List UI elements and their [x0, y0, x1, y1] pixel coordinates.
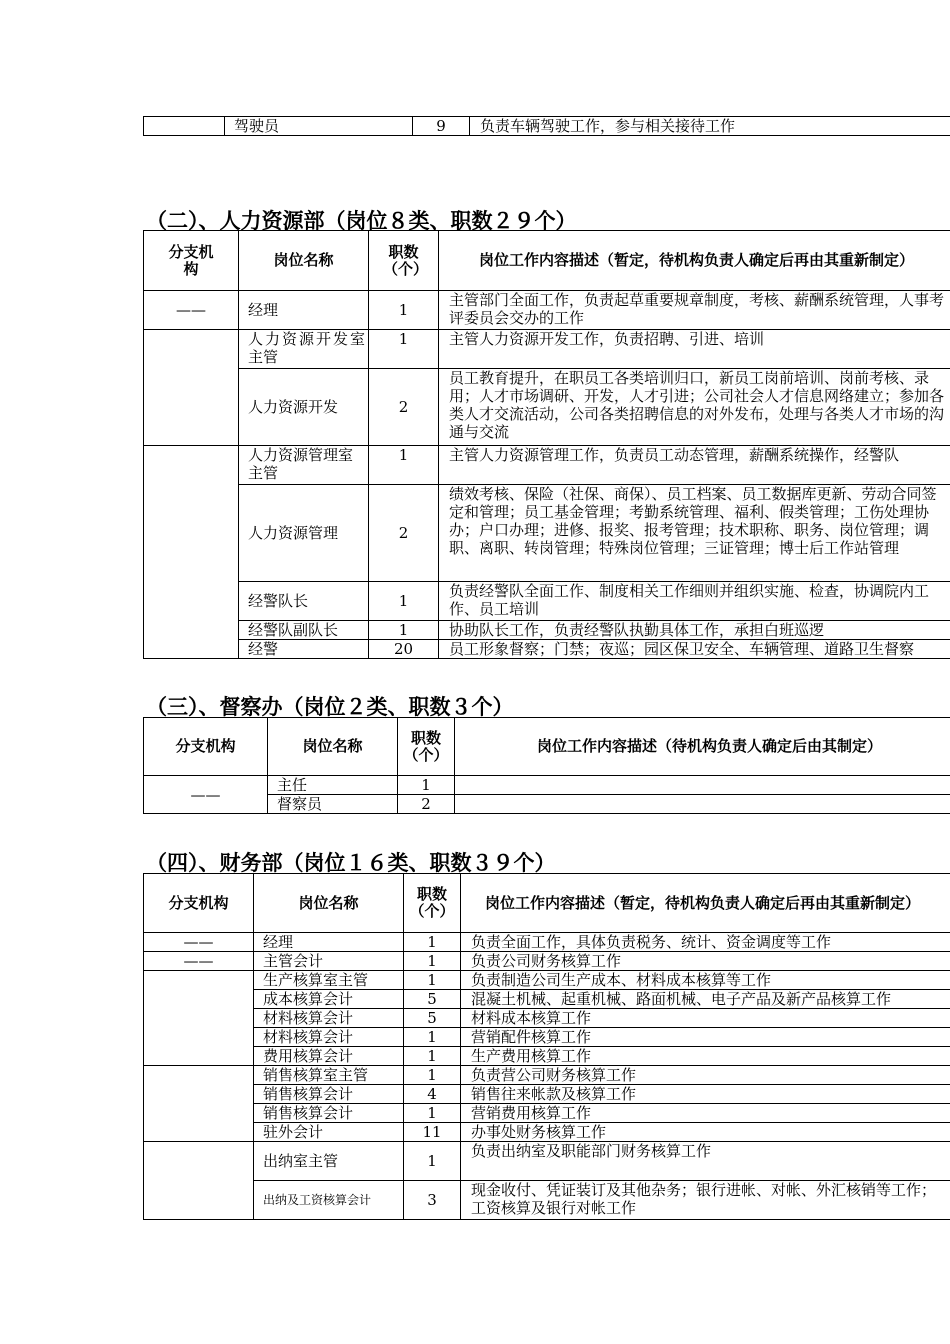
table-row: [144, 369, 950, 446]
branch-cell: [144, 1066, 254, 1142]
post-cell: 销售核算会计: [254, 1085, 404, 1104]
post-cell: 材料核算会计: [254, 1009, 404, 1028]
post-cell: 销售核算室主管: [254, 1066, 404, 1085]
branch-cell: ——: [144, 291, 239, 330]
table-row: [144, 990, 950, 1009]
post-cell: 经理: [254, 933, 404, 952]
branch-cell: [144, 971, 254, 1066]
header-desc: 岗位工作内容描述（暂定，待机构负责人确定后再由其重新制定）: [439, 231, 950, 291]
desc-cell: 协助队长工作，负责经警队执勤具体工作，承担白班巡逻: [439, 621, 950, 640]
desc-cell: 材料成本核算工作: [461, 1009, 950, 1028]
table-row: [144, 933, 950, 952]
count-cell: 2: [369, 369, 439, 446]
count-cell: 1: [404, 1047, 461, 1066]
section-title-supervision: （三）、督察办（岗位２类、职数３个）: [146, 695, 514, 719]
desc-cell: 主管部门全面工作，负责起草重要规章制度，考核、薪酬系统管理，人事考评委员会交办的工作: [439, 291, 950, 330]
table-row: [144, 1104, 950, 1123]
count-cell: 2: [398, 795, 455, 814]
post-cell: 驾驶员: [225, 117, 413, 136]
table-row: [144, 621, 950, 640]
desc-cell: 负责经警队全面工作、制度相关工作细则并组织实施、检查，协调院内工作、员工培训: [439, 582, 950, 621]
count-cell: 5: [404, 990, 461, 1009]
count-cell: 11: [404, 1123, 461, 1142]
header-branch: 分支机构: [144, 718, 268, 776]
desc-cell: 主管人力资源管理工作，负责员工动态管理，薪酬系统操作，经警队: [439, 446, 950, 485]
desc-cell: 负责全面工作，具体负责税务、统计、资金调度等工作: [461, 933, 950, 952]
count-cell: 1: [404, 952, 461, 971]
table-row: [144, 117, 950, 136]
table-header-row: [144, 874, 950, 933]
count-cell: 1: [369, 291, 439, 330]
post-cell: 销售核算会计: [254, 1104, 404, 1123]
section-title-hr: （二）、人力资源部（岗位８类、职数２９个）: [146, 209, 577, 233]
desc-cell: 绩效考核、保险（社保、商保）、员工档案、员工数据库更新、劳动合同签定和管理；员工基金管理；考勤系统管理、福利、假类管理；工伤处理协办；户口办理；进修、报奖、报考管理；技术职称、职务、岗位管理；调职、离职、转岗管理；特殊岗位管理；三证管理；博士后工作站管理: [439, 485, 950, 582]
post-cell: 主管会计: [254, 952, 404, 971]
count-cell: 9: [413, 117, 470, 136]
desc-cell: 销售往来帐款及核算工作: [461, 1085, 950, 1104]
post-cell: 出纳及工资核算会计: [254, 1181, 404, 1220]
branch-cell: ——: [144, 776, 268, 814]
count-cell: 2: [369, 485, 439, 582]
table-header-row: [144, 718, 950, 776]
desc-cell: [455, 776, 950, 795]
branch-cell: ——: [144, 933, 254, 952]
post-cell: 主任: [268, 776, 398, 795]
desc-cell: 营销配件核算工作: [461, 1028, 950, 1047]
desc-cell: 混凝土机械、起重机械、路面机械、电子产品及新产品核算工作: [461, 990, 950, 1009]
post-cell: 人力资源开发: [239, 369, 369, 446]
branch-cell: [144, 117, 225, 136]
desc-cell: 现金收付、凭证装订及其他杂务；银行进帐、对帐、外汇核销等工作；工资核算及银行对帐工作: [461, 1181, 950, 1220]
branch-cell: [144, 446, 239, 659]
header-desc: 岗位工作内容描述（暂定，待机构负责人确定后再由其重新制定）: [461, 874, 950, 933]
post-cell: 驻外会计: [254, 1123, 404, 1142]
count-cell: 5: [404, 1009, 461, 1028]
post-cell: 人力资源开发室主管: [239, 330, 369, 369]
post-cell: 经警队长: [239, 582, 369, 621]
post-cell: 出纳室主管: [254, 1142, 404, 1181]
table-row: [144, 1085, 950, 1104]
desc-cell: 负责制造公司生产成本、材料成本核算等工作: [461, 971, 950, 990]
table-row: [144, 776, 950, 795]
count-cell: 3: [404, 1181, 461, 1220]
post-cell: 督察员: [268, 795, 398, 814]
hr-table: [143, 230, 950, 659]
desc-cell: 负责车辆驾驶工作，参与相关接待工作: [470, 117, 950, 136]
top-table: [143, 116, 950, 136]
table-row: [144, 952, 950, 971]
desc-cell: 营销费用核算工作: [461, 1104, 950, 1123]
finance-table: [143, 873, 950, 1220]
desc-cell: 负责营公司财务核算工作: [461, 1066, 950, 1085]
desc-cell: 办事处财务核算工作: [461, 1123, 950, 1142]
table-row: [144, 1009, 950, 1028]
post-cell: 材料核算会计: [254, 1028, 404, 1047]
post-cell: 费用核算会计: [254, 1047, 404, 1066]
table-row: [144, 291, 950, 330]
header-desc: 岗位工作内容描述（待机构负责人确定后由其制定）: [455, 718, 950, 776]
header-branch: 分支机构: [144, 874, 254, 933]
count-cell: 1: [369, 446, 439, 485]
desc-cell: 员工教育提升，在职员工各类培训归口，新员工岗前培训、岗前考核、录用；人才市场调研、开发，人才引进；公司社会人才信息网络建立；参加各类人才交流活动，公司各类招聘信息的对外发布，处理与各类人才市场的沟通与交流: [439, 369, 950, 446]
post-cell: 成本核算会计: [254, 990, 404, 1009]
header-branch: 分支机构: [144, 231, 239, 291]
count-cell: 1: [369, 621, 439, 640]
branch-cell: [144, 330, 239, 446]
table-row: [144, 1142, 950, 1181]
section-title-finance: （四）、财务部（岗位１６类、职数３９个）: [146, 851, 556, 875]
table-row: [144, 1047, 950, 1066]
table-row: [144, 330, 950, 369]
table-row: [144, 446, 950, 485]
desc-cell: 生产费用核算工作: [461, 1047, 950, 1066]
table-row: [144, 1066, 950, 1085]
header-count: 职数（个）: [398, 718, 455, 776]
table-row: [144, 1181, 950, 1220]
table-row: [144, 971, 950, 990]
count-cell: 1: [404, 971, 461, 990]
count-cell: 1: [404, 1142, 461, 1181]
count-cell: 1: [398, 776, 455, 795]
count-cell: 20: [369, 640, 439, 659]
header-post: 岗位名称: [239, 231, 369, 291]
header-count: 职数（个）: [369, 231, 439, 291]
desc-cell: [455, 795, 950, 814]
count-cell: 1: [404, 1028, 461, 1047]
table-row: [144, 582, 950, 621]
desc-cell: 负责公司财务核算工作: [461, 952, 950, 971]
count-cell: 1: [404, 1104, 461, 1123]
count-cell: 1: [404, 1066, 461, 1085]
post-cell: 生产核算室主管: [254, 971, 404, 990]
branch-cell: [144, 1142, 254, 1220]
desc-cell: 员工形象督察；门禁；夜巡；园区保卫安全、车辆管理、道路卫生督察: [439, 640, 950, 659]
header-count: 职数（个）: [404, 874, 461, 933]
header-post: 岗位名称: [254, 874, 404, 933]
desc-cell: 主管人力资源开发工作，负责招聘、引进、培训: [439, 330, 950, 369]
post-cell: 人力资源管理室主管: [239, 446, 369, 485]
header-post: 岗位名称: [268, 718, 398, 776]
post-cell: 人力资源管理: [239, 485, 369, 582]
count-cell: 4: [404, 1085, 461, 1104]
supervision-table: [143, 717, 950, 814]
post-cell: 经理: [239, 291, 369, 330]
branch-cell: ——: [144, 952, 254, 971]
post-cell: 经警队副队长: [239, 621, 369, 640]
count-cell: 1: [369, 330, 439, 369]
table-row: [144, 1123, 950, 1142]
post-cell: 经警: [239, 640, 369, 659]
table-row: [144, 1028, 950, 1047]
table-header-row: [144, 231, 950, 291]
table-row: [144, 640, 950, 659]
table-row: [144, 485, 950, 582]
desc-cell: 负责出纳室及职能部门财务核算工作: [461, 1142, 950, 1181]
count-cell: 1: [369, 582, 439, 621]
count-cell: 1: [404, 933, 461, 952]
